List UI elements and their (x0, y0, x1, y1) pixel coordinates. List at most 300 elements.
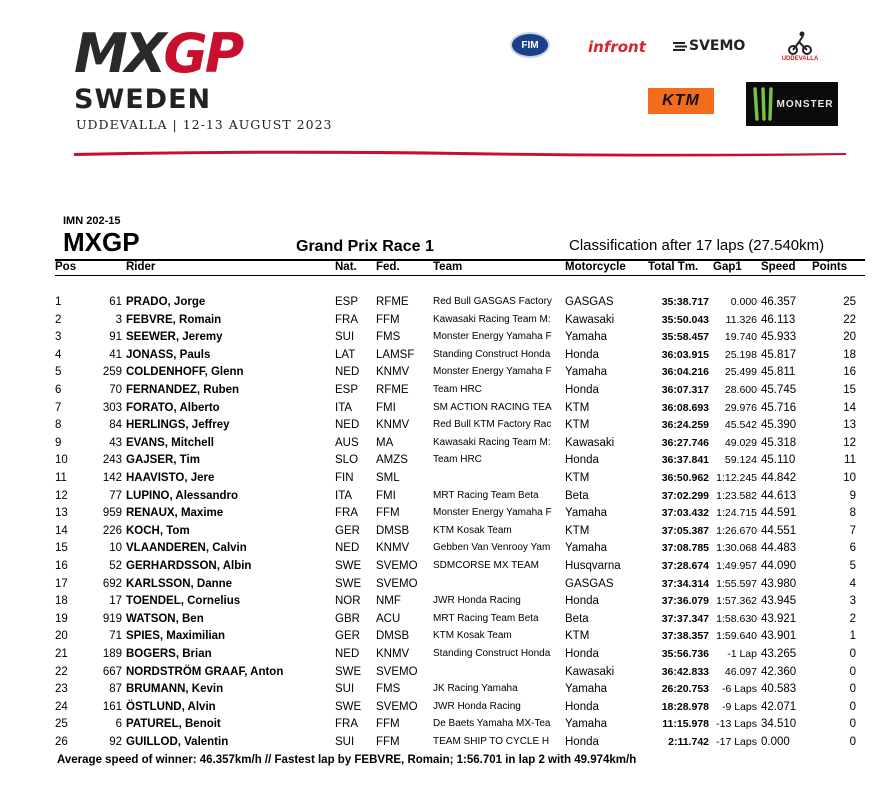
cell-gap: -9 Laps (721, 700, 757, 713)
mxgp-logo-mx: MX (74, 22, 164, 85)
cell-total-time: 37:03.432 (661, 507, 709, 520)
cell-rider: VLAANDEREN, Calvin (126, 542, 247, 555)
cell-fed: AMZS (376, 454, 408, 467)
cell-speed: 43.265 (761, 648, 797, 660)
cell-pos: 19 (55, 612, 68, 625)
cell-rider: GUILLOD, Valentin (126, 736, 229, 748)
cell-total-time: 37:38.357 (661, 630, 709, 643)
cell-fed: RFME (376, 296, 409, 308)
cell-gap: 1:23.582 (716, 489, 757, 502)
cell-pos: 11 (55, 472, 67, 484)
cell-total-time: 36:42.833 (661, 665, 709, 678)
cell-gap: 59.124 (724, 454, 757, 467)
header-total-time: Total Tm. (648, 261, 699, 273)
cell-gap: 1:30.068 (716, 542, 757, 555)
table-row (0, 681, 882, 698)
cell-pos: 4 (55, 348, 62, 361)
table-row (0, 470, 882, 487)
cell-number: 243 (102, 454, 122, 467)
cell-speed: 43.945 (761, 595, 797, 608)
cell-gap: 29.976 (724, 401, 757, 414)
cell-number: 52 (109, 560, 122, 572)
ktm-logo-text: KTM (662, 92, 700, 109)
cell-points: 6 (849, 542, 856, 555)
table-row (0, 699, 882, 716)
header-pos: Pos (55, 261, 77, 273)
cell-motorcycle: KTM (565, 401, 590, 414)
cell-number: 919 (102, 612, 122, 625)
results-header-row (0, 261, 882, 275)
cell-nat: ITA (335, 489, 353, 502)
cell-rider: FEBVRE, Romain (126, 313, 222, 326)
cell-pos: 8 (55, 419, 62, 432)
cell-nat: ESP (335, 384, 359, 396)
cell-total-time: 36:37.841 (661, 454, 709, 467)
cell-speed: 45.110 (761, 454, 796, 467)
cell-pos: 18 (55, 595, 68, 608)
cell-points: 4 (849, 577, 856, 590)
cell-fed: NMF (376, 595, 401, 608)
cell-gap: 1:24.715 (716, 507, 757, 520)
cell-nat: NED (335, 366, 360, 379)
cell-team: Standing Construct Honda (433, 348, 551, 360)
cell-gap: 1:58.630 (716, 612, 757, 625)
table-row (0, 523, 882, 540)
cell-points: 20 (843, 331, 856, 344)
table-row (0, 364, 882, 381)
cell-number: 77 (109, 489, 122, 502)
cell-pos: 25 (55, 718, 68, 731)
monster-logo-text: MONSTER (776, 98, 834, 110)
cell-team: MRT Racing Team Beta (433, 612, 539, 624)
cell-nat: ITA (335, 401, 353, 414)
cell-speed: 40.583 (761, 683, 797, 696)
cell-nat: GBR (335, 612, 360, 625)
cell-gap: -6 Laps (721, 683, 757, 696)
cell-nat: FRA (335, 718, 358, 731)
cell-rider: HERLINGS, Jeffrey (126, 419, 230, 432)
cell-speed: 46.357 (761, 296, 797, 308)
cell-total-time: 36:27.746 (661, 436, 709, 449)
cell-points: 9 (849, 489, 856, 502)
cell-points: 0 (849, 700, 856, 713)
cell-total-time: 36:03.915 (661, 348, 709, 361)
cell-motorcycle: Honda (565, 595, 599, 608)
cell-speed: 42.360 (761, 665, 797, 678)
header-fed: Fed. (376, 261, 400, 273)
event-subtitle: UDDEVALLA | 12-13 AUGUST 2023 (76, 117, 333, 132)
cell-fed: SVEMO (376, 700, 418, 713)
cell-points: 15 (843, 384, 856, 396)
cell-fed: FFM (376, 736, 400, 748)
table-row (0, 417, 882, 434)
cell-gap: 25.499 (724, 366, 757, 379)
cell-speed: 44.483 (761, 542, 797, 555)
cell-team: Standing Construct Honda (433, 648, 551, 659)
cell-gap: 45.542 (724, 419, 757, 432)
cell-total-time: 35:38.717 (661, 296, 709, 308)
cell-team: TEAM SHIP TO CYCLE H (433, 736, 550, 747)
cell-speed: 45.745 (761, 384, 797, 396)
cell-fed: KNMV (376, 366, 410, 379)
table-row (0, 628, 882, 645)
cell-pos: 26 (55, 736, 68, 748)
cell-speed: 45.390 (761, 419, 797, 432)
cell-total-time: 37:08.785 (661, 542, 709, 555)
cell-team: Kawasaki Racing Team M: (433, 436, 551, 448)
cell-motorcycle: Honda (565, 700, 599, 713)
cell-team: SM ACTION RACING TEA (433, 401, 552, 413)
cell-motorcycle: KTM (565, 524, 590, 537)
table-row (0, 294, 882, 311)
cell-nat: GER (335, 630, 360, 643)
cell-nat: SWE (335, 665, 362, 678)
cell-motorcycle: Kawasaki (565, 436, 615, 449)
cell-team: JK Racing Yamaha (433, 683, 518, 695)
cell-nat: GER (335, 524, 360, 537)
cell-total-time: 35:50.043 (661, 313, 709, 326)
cell-gap: 1:57.362 (716, 595, 757, 608)
uddevalla-logo (776, 24, 824, 68)
header-gap: Gap1 (713, 261, 742, 273)
cell-speed: 45.817 (761, 348, 797, 361)
cell-points: 18 (843, 348, 856, 361)
cell-gap: -1 Lap (727, 648, 757, 660)
cell-gap: 1:55.597 (716, 577, 757, 590)
cell-fed: SVEMO (376, 665, 418, 678)
cell-fed: FMI (376, 489, 396, 502)
cell-total-time: 26:20.753 (661, 683, 709, 696)
cell-number: 303 (102, 401, 122, 414)
fim-logo-text: FIM (521, 39, 539, 51)
cell-points: 0 (849, 665, 856, 678)
cell-number: 959 (102, 507, 122, 520)
cell-team: SDMCORSE MX TEAM (433, 560, 539, 571)
cell-gap: 0.000 (730, 296, 757, 308)
cell-points: 16 (843, 366, 856, 379)
cell-speed: 43.921 (761, 612, 797, 625)
svemo-logo (673, 38, 745, 54)
cell-nat: SWE (335, 700, 362, 713)
cell-team: JWR Honda Racing (433, 700, 521, 712)
infront-logo (588, 38, 646, 56)
monster-claw-icon (751, 87, 777, 121)
mxgp-logo-gp: GP (163, 22, 242, 85)
cell-rider: ÖSTLUND, Alvin (126, 700, 216, 713)
cell-speed: 45.318 (761, 436, 797, 449)
cell-pos: 9 (55, 436, 62, 449)
class-title: MXGP (63, 227, 140, 257)
cell-nat: LAT (335, 348, 356, 361)
cell-speed: 34.510 (761, 718, 797, 731)
cell-motorcycle: Honda (565, 454, 599, 467)
uddevalla-logo-text: UDDEVALLA (781, 56, 819, 62)
cell-motorcycle: Kawasaki (565, 665, 615, 678)
cell-number: 70 (109, 384, 122, 396)
table-row (0, 312, 882, 329)
cell-points: 11 (844, 454, 856, 467)
cell-number: 92 (109, 736, 122, 748)
cell-points: 14 (843, 401, 856, 414)
cell-pos: 7 (55, 401, 62, 414)
cell-total-time: 37:36.079 (661, 595, 709, 608)
cell-fed: MA (376, 436, 394, 449)
cell-nat: FRA (335, 313, 358, 326)
cell-total-time: 36:24.259 (661, 419, 709, 432)
cell-team: KTM Kosak Team (433, 630, 512, 642)
cell-total-time: 36:50.962 (661, 472, 709, 484)
table-row (0, 646, 882, 663)
cell-points: 8 (849, 507, 856, 520)
cell-gap: 19.740 (724, 331, 757, 344)
cell-gap: 25.198 (724, 348, 757, 361)
cell-speed: 45.811 (761, 366, 796, 379)
cell-total-time: 2:11.742 (668, 736, 709, 748)
cell-number: 692 (102, 577, 122, 590)
cell-motorcycle: KTM (565, 419, 590, 432)
cell-fed: SVEMO (376, 560, 418, 572)
cell-team: KTM Kosak Team (433, 524, 512, 536)
cell-total-time: 35:58.457 (661, 331, 709, 344)
cell-fed: DMSB (376, 524, 410, 537)
cell-nat: SUI (335, 331, 355, 344)
cell-pos: 5 (55, 366, 62, 379)
cell-rider: JONASS, Pauls (126, 348, 211, 361)
cell-points: 0 (849, 718, 856, 731)
cell-motorcycle: Honda (565, 384, 599, 396)
header-points: Points (812, 261, 848, 273)
cell-fed: FFM (376, 313, 400, 326)
classification-info: Classification after 17 laps (27.540km) (569, 237, 825, 254)
table-row (0, 505, 882, 522)
table-row (0, 734, 882, 751)
table-row (0, 576, 882, 593)
cell-motorcycle: GASGAS (565, 296, 614, 308)
cell-nat: FRA (335, 507, 358, 520)
motocross-rider-icon (787, 30, 813, 56)
cell-total-time: 36:08.693 (661, 401, 709, 414)
cell-motorcycle: Beta (565, 612, 589, 625)
cell-speed: 44.090 (761, 560, 797, 572)
cell-motorcycle: Husqvarna (565, 560, 621, 572)
cell-points: 0 (849, 736, 856, 748)
cell-pos: 3 (55, 331, 62, 344)
cell-motorcycle: Honda (565, 348, 599, 361)
cell-fed: DMSB (376, 630, 410, 643)
cell-speed: 43.901 (761, 630, 797, 643)
mxgp-logo (74, 24, 304, 84)
cell-gap: 1:12.245 (716, 472, 757, 484)
cell-motorcycle: Yamaha (565, 683, 607, 696)
cell-number: 6 (115, 718, 122, 731)
cell-team: Monster Energy Yamaha F (433, 331, 552, 343)
cell-nat: ESP (335, 296, 359, 308)
cell-fed: FFM (376, 507, 400, 520)
table-row (0, 347, 882, 364)
cell-team: Gebben Van Venrooy Yam (433, 542, 551, 554)
cell-points: 10 (843, 472, 856, 484)
cell-pos: 2 (55, 313, 62, 326)
table-row (0, 488, 882, 505)
cell-rider: KOCH, Tom (126, 524, 190, 537)
cell-points: 25 (843, 296, 856, 308)
cell-speed: 44.551 (761, 524, 797, 537)
cell-nat: SWE (335, 560, 362, 572)
cell-motorcycle: Honda (565, 648, 599, 660)
cell-nat: SWE (335, 577, 362, 590)
cell-points: 12 (843, 436, 856, 449)
cell-nat: NOR (335, 595, 361, 608)
table-row (0, 558, 882, 575)
cell-fed: KNMV (376, 542, 410, 555)
header-brush-stroke (74, 147, 846, 159)
cell-fed: KNMV (376, 419, 410, 432)
cell-motorcycle: Kawasaki (565, 313, 615, 326)
cell-pos: 15 (55, 542, 68, 555)
cell-pos: 21 (55, 648, 68, 660)
cell-fed: RFME (376, 384, 409, 396)
cell-number: 61 (109, 296, 122, 308)
table-row (0, 540, 882, 557)
table-row (0, 611, 882, 628)
table-row (0, 382, 882, 399)
cell-fed: FMI (376, 401, 396, 414)
cell-team: De Baets Yamaha MX-Tea (433, 718, 551, 730)
cell-team: Monster Energy Yamaha F (433, 507, 552, 519)
header-speed: Speed (761, 261, 796, 273)
cell-speed: 45.716 (761, 401, 797, 414)
cell-pos: 1 (55, 296, 62, 308)
cell-number: 41 (109, 348, 122, 361)
cell-number: 84 (109, 419, 122, 432)
cell-rider: RENAUX, Maxime (126, 507, 224, 520)
svemo-stripes-icon (673, 41, 687, 51)
cell-pos: 23 (55, 683, 68, 696)
cell-number: 161 (102, 700, 122, 713)
cell-rider: PRADO, Jorge (126, 296, 206, 308)
cell-speed: 44.591 (761, 507, 797, 520)
cell-fed: ACU (376, 612, 401, 625)
cell-motorcycle: Yamaha (565, 507, 607, 520)
cell-gap: 1:26.670 (716, 524, 757, 537)
cell-number: 87 (109, 683, 122, 696)
header-motorcycle: Motorcycle (565, 261, 626, 273)
cell-total-time: 36:07.317 (661, 384, 709, 396)
cell-team: Red Bull KTM Factory Rac (433, 419, 552, 431)
cell-points: 1 (849, 630, 856, 643)
fim-logo (510, 32, 550, 58)
cell-total-time: 37:02.299 (661, 489, 709, 502)
cell-number: 17 (109, 595, 122, 608)
cell-total-time: 11:15.978 (662, 718, 709, 731)
cell-total-time: 37:05.387 (661, 524, 709, 537)
monster-energy-logo (746, 82, 838, 126)
cell-rider: TOENDEL, Cornelius (126, 595, 241, 608)
cell-pos: 24 (55, 700, 68, 713)
cell-number: 259 (102, 366, 122, 379)
cell-nat: SUI (335, 736, 355, 748)
cell-motorcycle: Yamaha (565, 718, 607, 731)
cell-pos: 6 (55, 384, 62, 396)
table-row (0, 400, 882, 417)
cell-team: Team HRC (433, 454, 482, 466)
cell-rider: KARLSSON, Danne (126, 577, 233, 590)
cell-rider: LUPINO, Alessandro (126, 489, 239, 502)
table-row (0, 435, 882, 452)
ktm-logo (648, 88, 714, 114)
cell-motorcycle: Beta (565, 489, 589, 502)
cell-motorcycle: KTM (565, 630, 590, 643)
cell-motorcycle: Yamaha (565, 366, 607, 379)
cell-rider: BRUMANN, Kevin (126, 683, 224, 696)
cell-speed: 45.933 (761, 331, 797, 344)
svemo-logo-text: SVEMO (689, 38, 746, 54)
cell-pos: 17 (55, 577, 68, 590)
cell-rider: PATUREL, Benoit (126, 718, 221, 731)
cell-points: 22 (843, 313, 856, 326)
cell-speed: 42.071 (761, 700, 797, 713)
cell-fed: FFM (376, 718, 400, 731)
header-nat: Nat. (335, 261, 357, 273)
cell-points: 2 (849, 612, 856, 625)
cell-speed: 44.613 (761, 489, 797, 502)
cell-points: 0 (849, 648, 856, 660)
cell-pos: 20 (55, 630, 68, 643)
cell-nat: FIN (335, 472, 354, 484)
cell-pos: 10 (55, 454, 68, 467)
infront-logo-text: infront (588, 38, 646, 56)
cell-fed: SML (376, 472, 400, 484)
header-team: Team (433, 261, 463, 273)
cell-number: 71 (109, 630, 122, 643)
cell-rider: SPIES, Maximilian (126, 630, 226, 643)
cell-team: Monster Energy Yamaha F (433, 366, 552, 378)
cell-motorcycle: KTM (565, 472, 590, 484)
header-rider: Rider (126, 261, 156, 273)
race-summary-footer: Average speed of winner: 46.357km/h // Fastest lap by FEBVRE, Romain; 1:56.701 in lap 2 with 49.974km/h (57, 754, 637, 766)
table-row (0, 452, 882, 469)
event-name: SWEDEN (74, 84, 212, 115)
cell-team: Team HRC (433, 384, 482, 395)
cell-team: MRT Racing Team Beta (433, 489, 539, 501)
cell-pos: 16 (55, 560, 68, 572)
cell-speed: 0.000 (761, 736, 790, 748)
cell-nat: SUI (335, 683, 355, 696)
cell-points: 13 (843, 419, 856, 432)
cell-motorcycle: GASGAS (565, 577, 614, 590)
cell-number: 667 (102, 665, 122, 678)
cell-speed: 44.842 (761, 472, 797, 484)
cell-total-time: 37:34.314 (661, 577, 709, 590)
cell-rider: BOGERS, Brian (126, 648, 212, 660)
race-title: Grand Prix Race 1 (296, 238, 434, 255)
cell-nat: SLO (335, 454, 359, 467)
cell-motorcycle: Honda (565, 736, 599, 748)
cell-gap: -17 Laps (716, 736, 757, 748)
cell-motorcycle: Yamaha (565, 331, 607, 344)
cell-pos: 22 (55, 665, 68, 678)
cell-fed: LAMSF (376, 348, 415, 361)
cell-number: 189 (102, 648, 122, 660)
document-code: IMN 202-15 (63, 215, 121, 227)
cell-rider: COLDENHOFF, Glenn (126, 366, 244, 379)
table-row (0, 716, 882, 733)
cell-speed: 46.113 (761, 313, 796, 326)
cell-nat: NED (335, 648, 360, 660)
cell-gap: 46.097 (724, 665, 757, 678)
cell-rider: FORATO, Alberto (126, 401, 220, 414)
cell-rider: WATSON, Ben (126, 612, 204, 625)
